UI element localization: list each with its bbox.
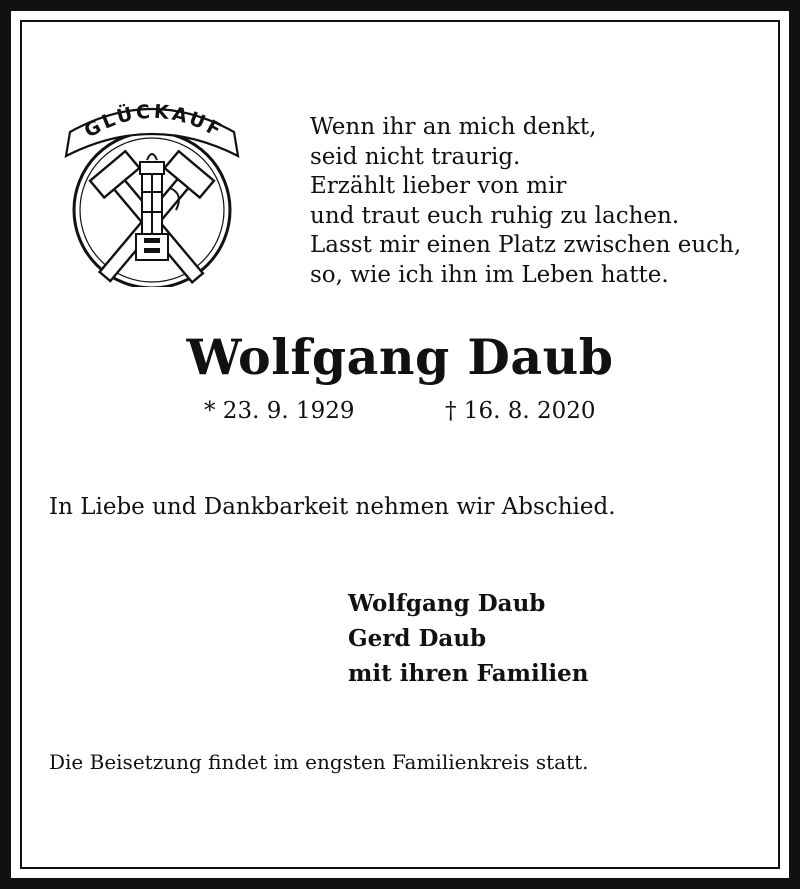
burial-note: Die Beisetzung findet im engsten Familienkreis statt. [49, 750, 589, 774]
poem-line: Lasst mir einen Platz zwischen euch, [310, 232, 742, 258]
poem-line: und traut euch ruhig zu lachen. [310, 202, 680, 229]
signer-families: mit ihren Familien [348, 660, 589, 687]
poem-line: seid nicht traurig. [310, 143, 521, 170]
signers [348, 586, 589, 691]
emblem-text: GLÜCKAUF [80, 100, 228, 143]
poem [310, 113, 780, 290]
signer-name: Gerd Daub [348, 625, 487, 652]
poem-line: so, wie ich ihn im Leben hatte. [310, 261, 669, 288]
signer-name: Wolfgang Daub [348, 590, 546, 617]
poem-line: Erzählt lieber von mir [310, 173, 567, 199]
deceased-name: Wolfgang Daub [186, 328, 614, 386]
poem-line: Wenn ihr an mich denkt, [310, 114, 597, 140]
glueckauf-miners-emblem-icon [62, 92, 242, 287]
birth-date: * 23. 9. 1929 [204, 398, 355, 424]
death-date: † 16. 8. 2020 [445, 398, 596, 424]
farewell-text: In Liebe und Dankbarkeit nehmen wir Abschied. [49, 494, 616, 520]
